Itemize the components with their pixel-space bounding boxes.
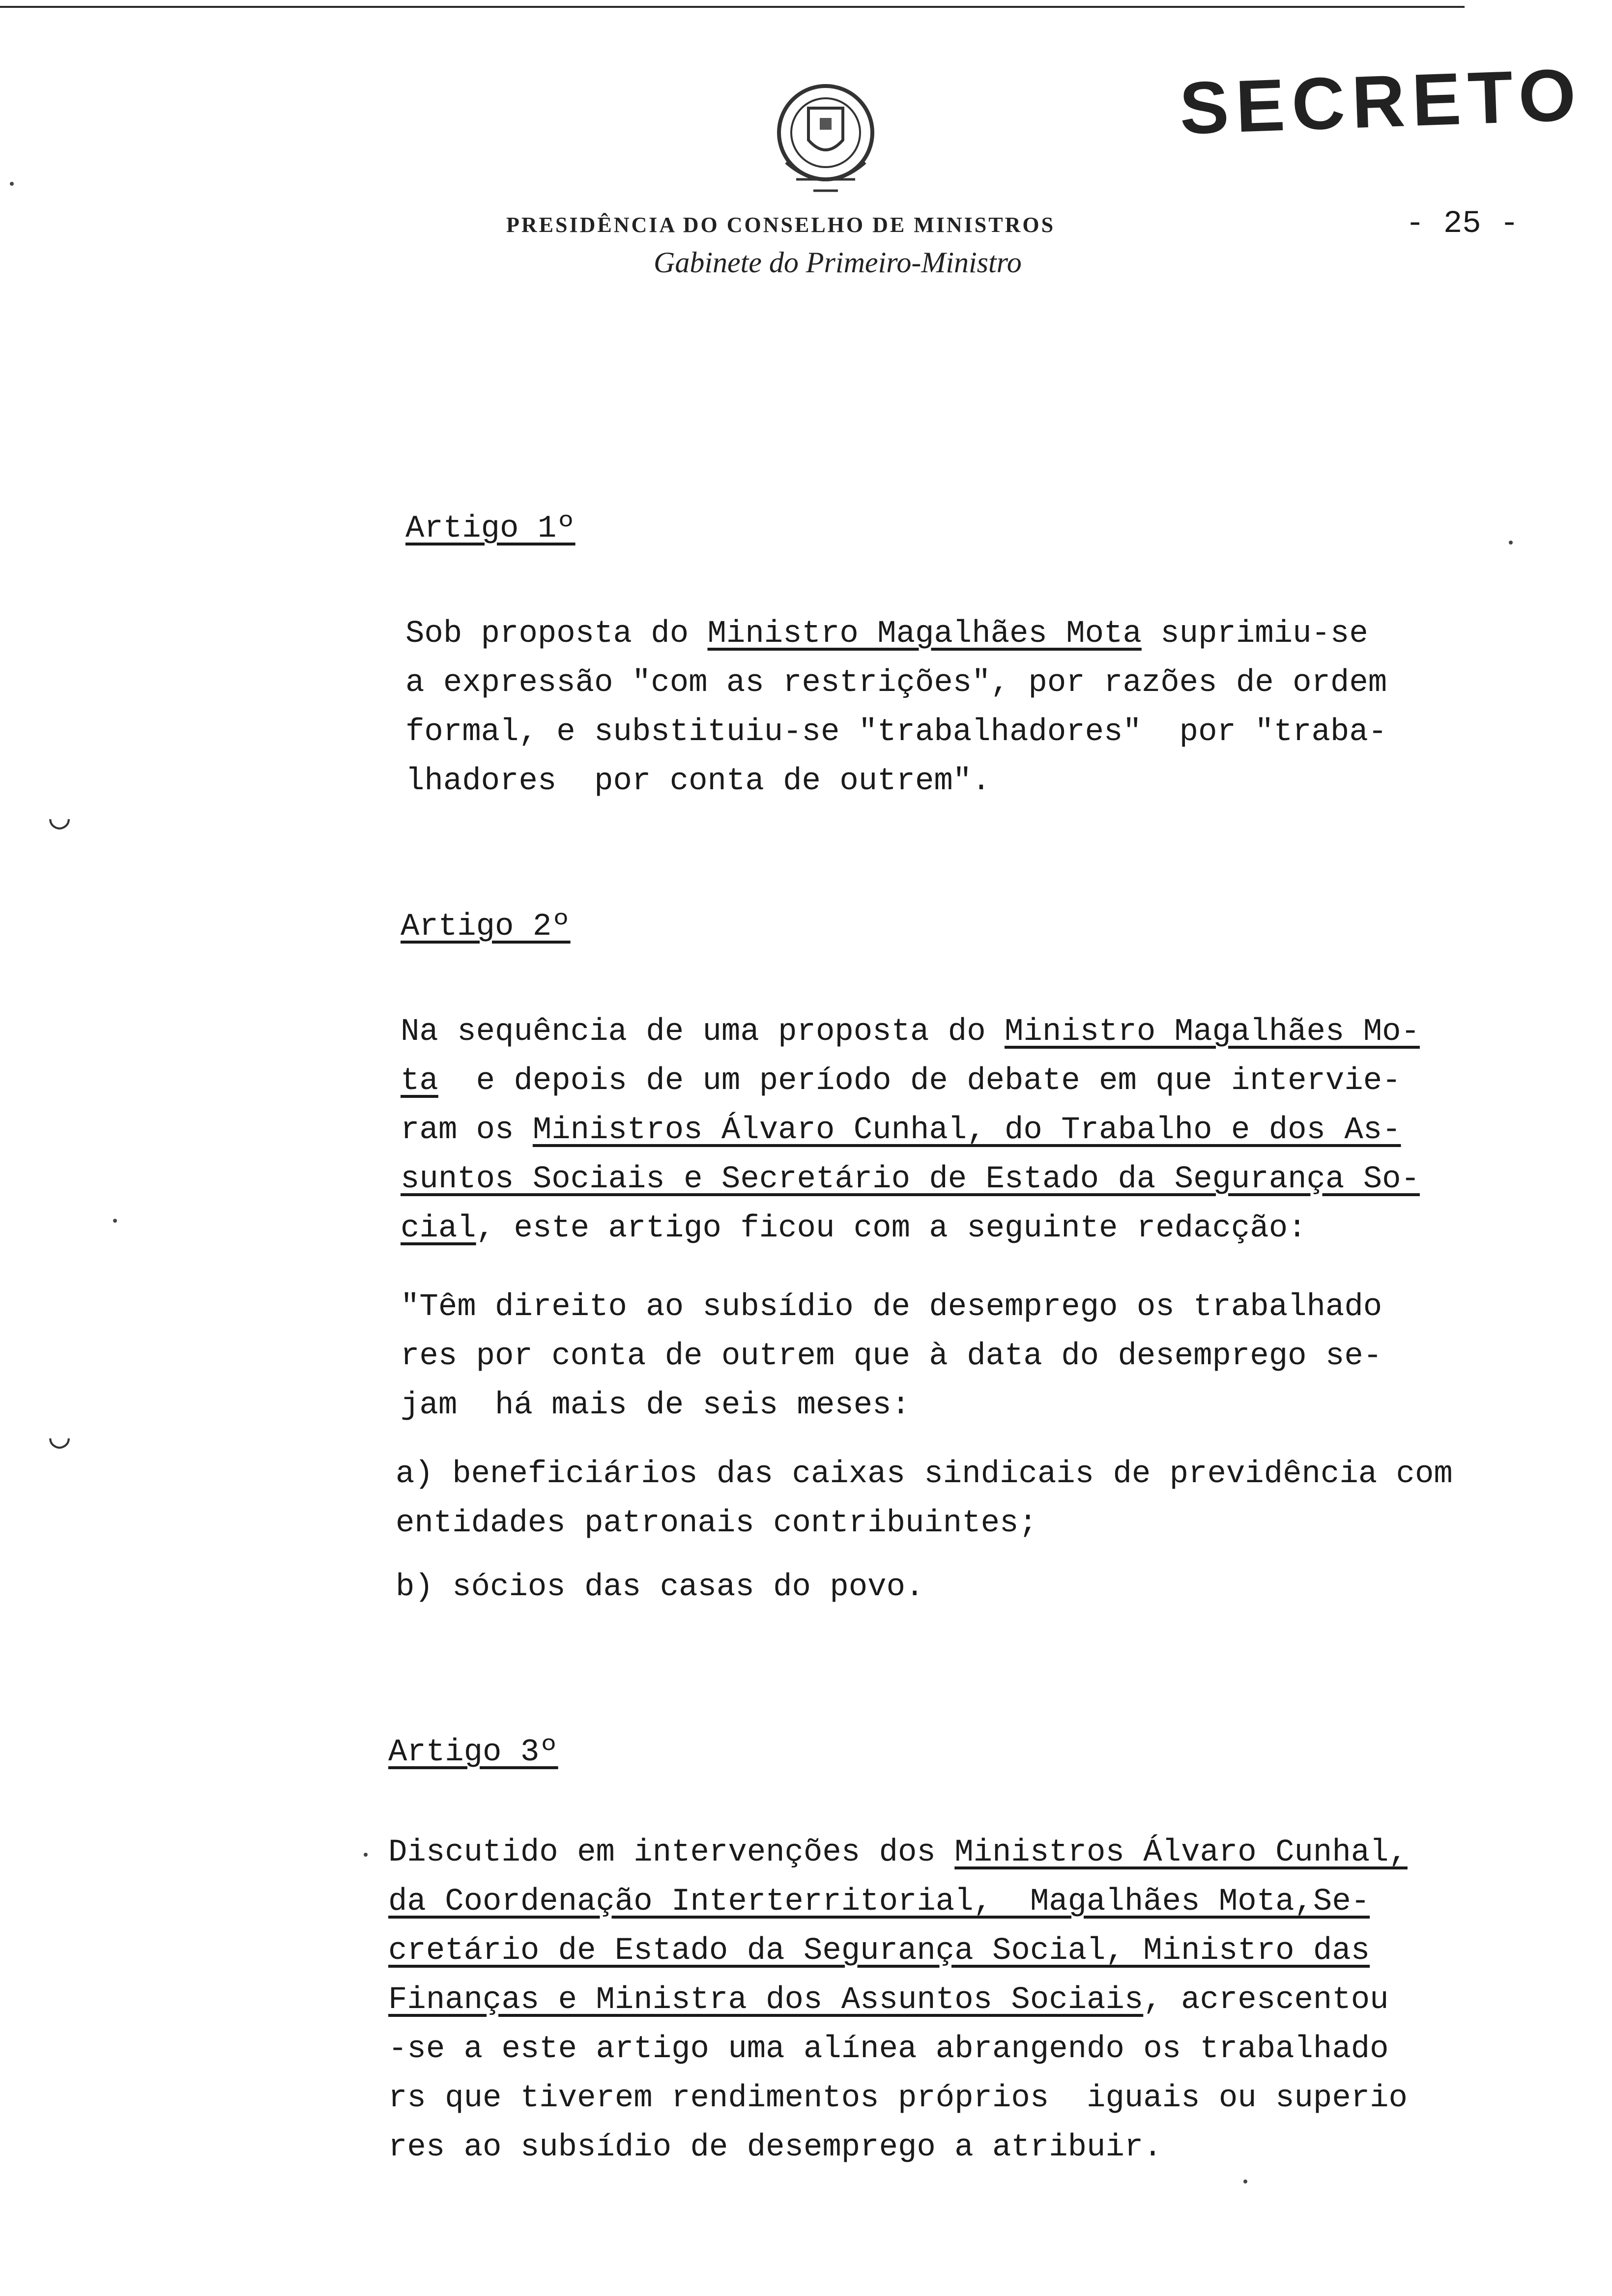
article-1-heading: Artigo 1º [405, 511, 576, 546]
article-2-item-a: a) beneficiários das caixas sindicais de previdência com entidades patronais contribuintes; [396, 1457, 1453, 1541]
secret-stamp: SECRETO [1178, 53, 1584, 150]
scan-dot [10, 182, 14, 186]
office-subtitle: Gabinete do Primeiro-Ministro [654, 246, 1022, 279]
article-2-text: Na sequência de uma proposta do Ministro Magalhães Mo- ta e depois de um período de debate em que intervie- ram os Ministros Álvaro Cunhal, do Trabalho e dos As- suntos Sociais e Secretário de Estado da Segurança So- cial, este artigo ficou com a seguinte redacção: [401, 1014, 1420, 1246]
office-title: PRESIDÊNCIA DO CONSELHO DE MINISTROS [506, 213, 1056, 237]
scan-mark: ◡ [49, 1419, 70, 1458]
article-1-text: Sob proposta do Ministro Magalhães Mota suprimiu-se a expressão "com as restrições", por razões de ordem formal, e substituiu-se "trabalhadores" por "traba- lhadores por conta de outrem". [405, 616, 1387, 799]
scan-dot [364, 1853, 368, 1857]
article-2-quote: "Têm direito ao subsídio de desemprego os trabalhado res por conta de outrem que à data do desemprego se- jam há mais de seis meses: [401, 1290, 1382, 1423]
coat-of-arms-emblem [767, 74, 885, 201]
article-3-heading: Artigo 3º [388, 1735, 558, 1770]
scan-dot [1243, 2180, 1247, 2183]
scan-dot [1509, 541, 1513, 545]
page-number: - 25 - [1406, 206, 1519, 242]
scan-dot [113, 1219, 117, 1223]
scan-mark: ◡ [49, 800, 70, 839]
top-rule [0, 6, 1465, 8]
article-2-item-b: b) sócios das casas do povo. [396, 1570, 924, 1605]
article-2-heading: Artigo 2º [401, 909, 571, 945]
article-3-text: Discutido em intervenções dos Ministros Álvaro Cunhal, da Coordenação Interterritorial, Magalhães Mota,Se- cretário de Estado da Segurança Social, Ministro das Finanças e Ministra dos Assuntos Sociais, acrescentou -se a este artigo uma alínea abrangendo os trabalhado rs que tiverem rendimentos próprios iguais ou superio res ao subsídio de desemprego a atribuir. [388, 1835, 1408, 2165]
